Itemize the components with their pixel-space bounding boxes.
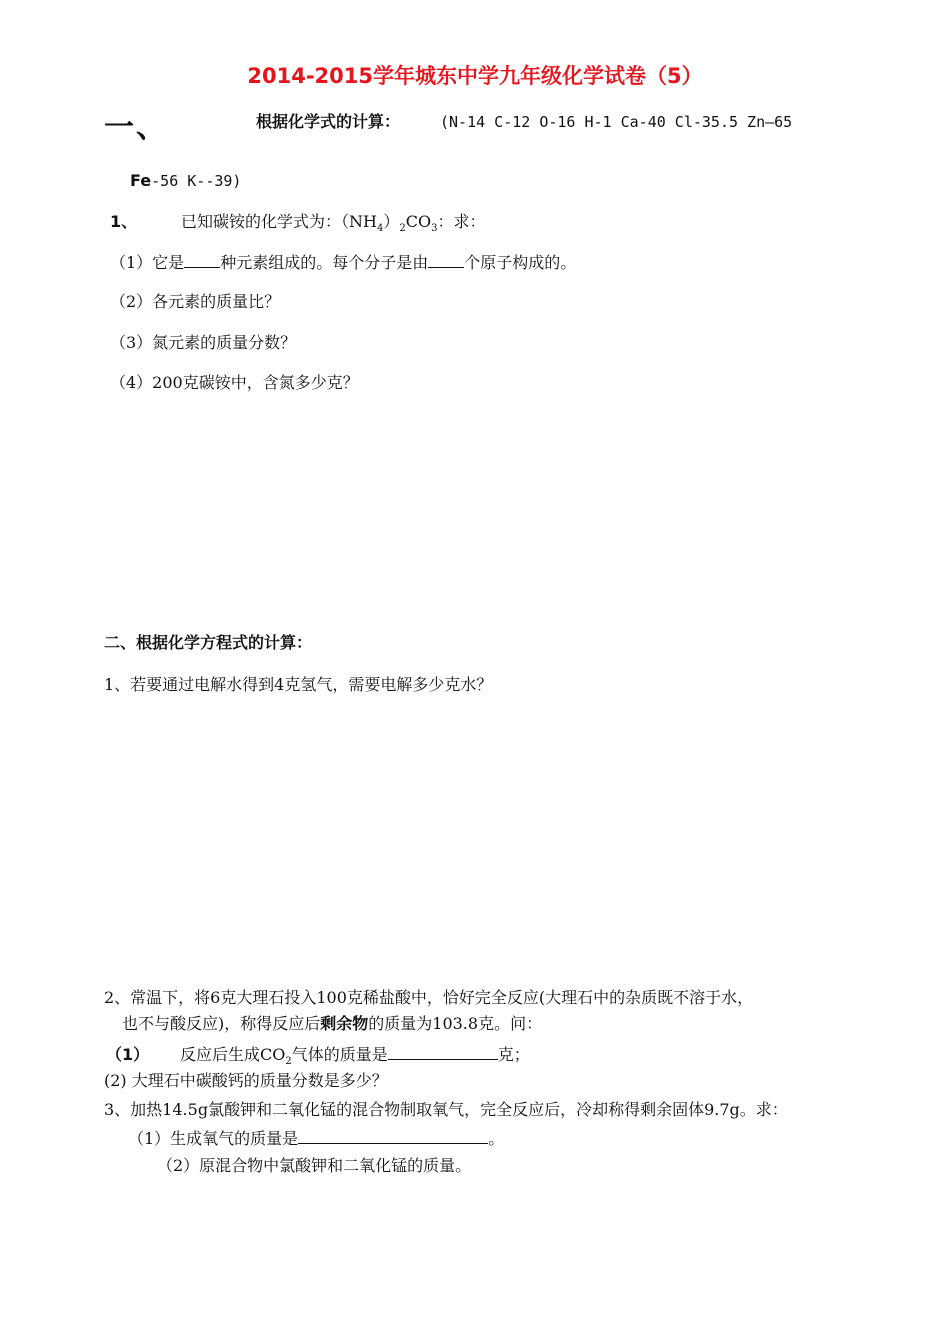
line-text: 也不与酸反应)，称得反应后 (122, 1014, 321, 1033)
part-text: 反应后生成CO (180, 1045, 286, 1064)
section-2-question-2-line-1: 2、常温下，将6克大理石投入100克稀盐酸中，恰好完全反应(大理石中的杂质既不溶于水， (104, 988, 754, 1007)
answer-blank[interactable] (298, 1128, 488, 1144)
section-2-question-3-part-2: （2）原混合物中氯酸钾和二氧化锰的质量。 (157, 1156, 472, 1175)
question-1-part-1 (110, 252, 576, 273)
subscript: 2 (285, 1056, 292, 1068)
stem-part: CO (405, 212, 432, 231)
atomic-masses-line-2 (130, 171, 241, 191)
section-2-question-2-line-2 (122, 1014, 542, 1034)
section-2-heading: 二、根据化学方程式的计算： (104, 633, 313, 652)
line-text: 3、加热14.5 (104, 1100, 198, 1119)
part-text: （1）生成氧气的质量是 (128, 1129, 299, 1148)
part-text: 个原子构成的。 (464, 253, 577, 272)
section-1-heading: 根据化学式的计算： (256, 112, 401, 131)
answer-blank[interactable] (388, 1044, 498, 1060)
section-2-question-3-line-1 (104, 1100, 788, 1120)
question-1-stem (181, 212, 486, 235)
fe-symbol: Fe (130, 171, 152, 190)
unit-text: g (197, 1100, 209, 1119)
subscript: 3 (431, 223, 438, 235)
part-number: （1） (106, 1045, 150, 1064)
part-text: 种元素组成的。每个分子是由 (220, 253, 429, 272)
section-2-question-3-part-1 (128, 1128, 504, 1149)
line-text: 。求： (739, 1100, 788, 1119)
line-text: 氯酸钾和二氧化锰的混合物制取氧气，完全反应后，冷却称得剩余固体9.7 (208, 1100, 730, 1119)
subscript: 2 (399, 223, 406, 235)
atomic-masses-line-1: (N-14 C-12 O-16 H-1 Ca-40 Cl-35.5 Zn—65 (440, 113, 793, 131)
section-2-question-1: 1、若要通过电解水得到4克氢气，需要电解多少克水？ (104, 675, 493, 694)
part-text: 克； (497, 1045, 530, 1064)
emphasis-text: 剩余物 (320, 1014, 369, 1033)
stem-part: 已知碳铵的化学式为：（NH (181, 212, 377, 231)
subscript: 4 (376, 223, 384, 235)
question-1-part-3: （3）氮元素的质量分数？ (110, 333, 297, 352)
question-1-part-2: （2）各元素的质量比？ (110, 292, 281, 311)
section-2-question-2-part-2: (2) 大理石中碳酸钙的质量分数是多少？ (104, 1071, 388, 1090)
part-text: 。 (488, 1129, 505, 1148)
question-1-number: 1、 (110, 212, 138, 231)
masses-rest: -56 K--39) (151, 172, 242, 190)
stem-part: ：求： (437, 212, 486, 231)
page-title: 2014-2015学年城东中学九年级化学试卷（5） (247, 64, 703, 88)
stem-part: ） (383, 212, 400, 231)
question-1-part-4: （4）200克碳铵中，含氮多少克？ (110, 373, 359, 392)
section-2-question-2-part-1 (106, 1044, 530, 1068)
section-1-number: 一、 (104, 110, 168, 145)
unit-text: g (729, 1100, 740, 1119)
line-text: 的质量为103.8克。问： (368, 1014, 543, 1033)
answer-blank[interactable] (184, 252, 220, 268)
answer-blank[interactable] (428, 252, 464, 268)
part-text: （1）它是 (110, 253, 185, 272)
part-text: 气体的质量是 (291, 1045, 388, 1064)
